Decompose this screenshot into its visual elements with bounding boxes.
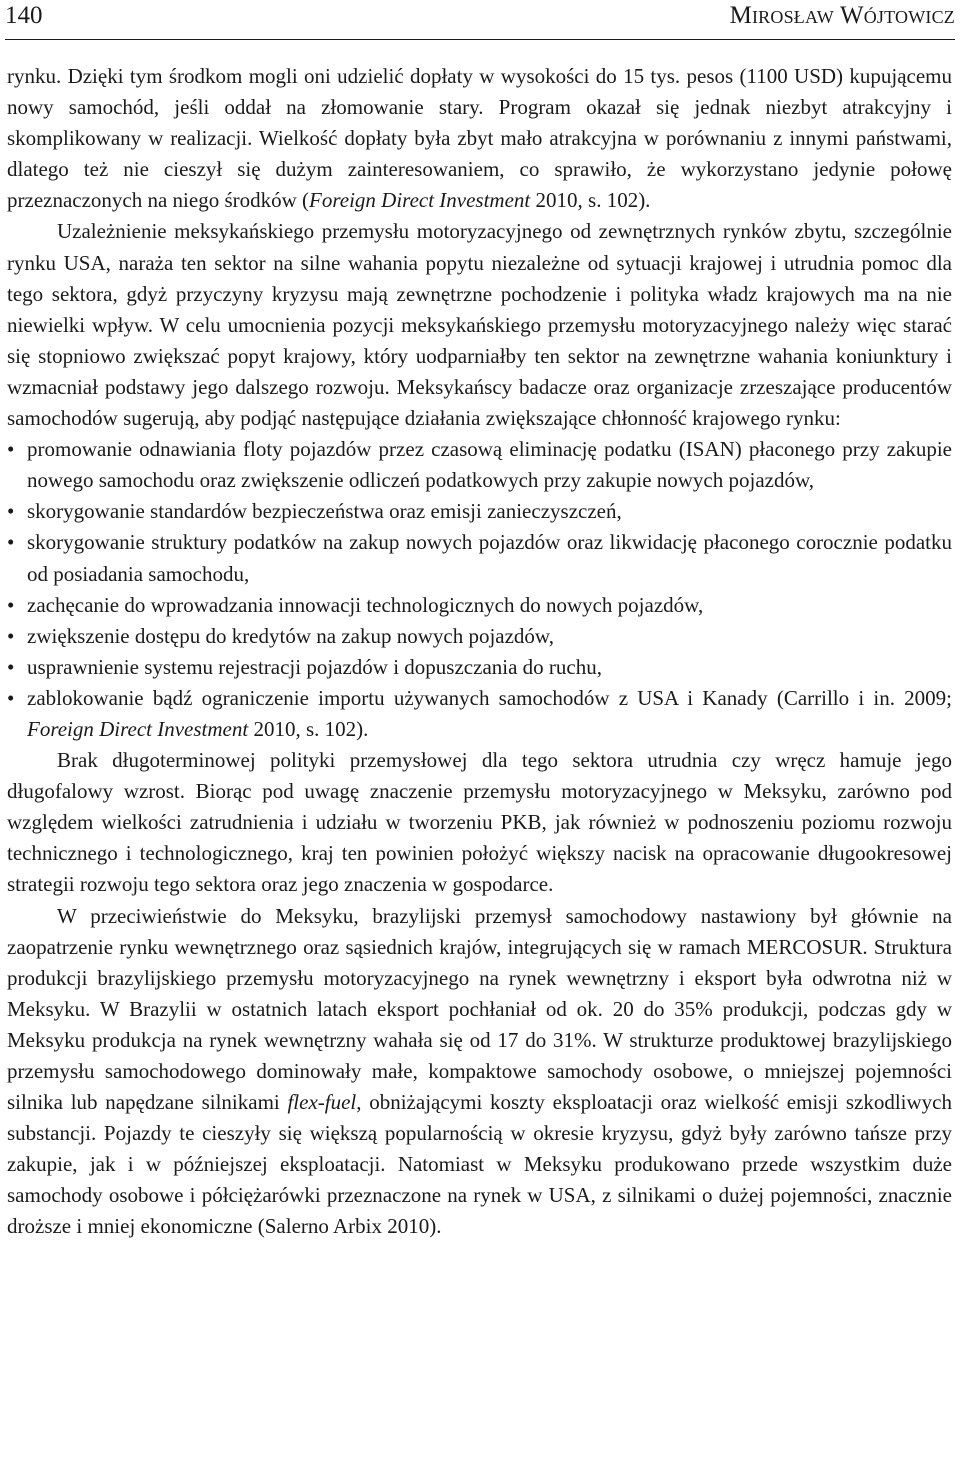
- citation-italic: Foreign Direct Investment: [309, 188, 531, 213]
- bullet-icon: •: [7, 623, 15, 648]
- paragraph-1-text: rynku. Dzięki tym środkom mogli oni udzielić dopłaty w wysokości do 15 tys. pesos (1100 USD) kupującemu nowy samochód, jeśli oddał na złomowanie stary. Program okazał się jednak niezbyt atrakcyjny i skomplikowany w realizacji. Wielkość dopłaty była zbyt mało atrakcyjna w porównaniu z innymi państwami, dlatego też nie cieszył się dużym zainteresowaniem, co sprawiło, że wykorzystano jedynie połowę przeznaczonych na niego środków (: [7, 64, 952, 213]
- list-item: [7, 683, 952, 745]
- list-item-text: zablokowanie bądź ograniczenie importu używanych samochodów z USA i Kanady (Carrillo i in. 2009;: [27, 685, 952, 710]
- paragraph-4-text: W przeciwieństwie do Meksyku, brazylijski przemysł samochodowy nastawiony był głównie na zaopatrzenie rynku wewnętrznego oraz sąsiednich krajów, integrujących się w ramach MERCOSUR. Struktura produkcji brazylijskiego przemysłu motoryzacyjnego na rynek wewnętrzny i eksport była odwrotna niż w Meksyku. W Brazylii w ostatnich latach eksport pochłaniał od ok. 20 do 35% produkcji, podczas gdy w Meksyku produkcja na rynek wewnętrzny wahała się od 17 do 31%. W strukturze produktowej brazylijskiego przemysłu samochodowego dominowały małe, kompaktowe samochody osobowe, o mniejszej pojemności silnika lub napędzane silnikami: [7, 903, 952, 1115]
- running-head-author: Mirosław Wójtowicz: [729, 2, 955, 29]
- paragraph-continued: [7, 61, 952, 216]
- paragraph-dependence: Uzależnienie meksykańskiego przemysłu motoryzacyjnego od zewnętrznych rynków zbytu, szczególnie rynku USA, naraża ten sektor na silne wahania popytu niezależne od sytuacji krajowej i utrudnia pomoc dla tego sektora, gdyż przyczyny kryzysu mają zewnętrzne pochodzenie i polityka władz krajowych ma na nie niewielki wpływ. W celu umocnienia pozycji meksykańskiego przemysłu motoryzacyjnego należy więc starać się stopniowo zwiększać popyt krajowy, który uodparniałby ten sektor na zewnętrzne wahania koniunktury i wzmacniał podstawy jego dalszego rozwoju. Meksykańscy badacze oraz organizacje zrzeszające producentów samochodów sugerują, aby podjąć następujące działania zwiększające chłonność krajowego rynku:: [7, 219, 952, 431]
- list-item-text: usprawnienie systemu rejestracji pojazdów i dopuszczania do ruchu,: [27, 654, 602, 679]
- paragraph-4-text-end: , obniżającymi koszty eksploatacji oraz wielkość emisji szkodliwych substancji. Pojazdy te cieszyły się większą popularnością w okresie kryzysu, gdyż były zarówno tańsze przy zakupie, jak i w późniejszej eksploatacji. Natomiast w Meksyku produkowano przede wszystkim duże samochody osobowe i półciężarówki przeznaczone na rynek w USA, z silnikami o dużej pojemności, znacznie droższe i mniej ekonomiczne (Salerno Arbix 2010).: [7, 1090, 952, 1239]
- paragraph-brazil: [7, 901, 952, 1243]
- bullet-icon: •: [7, 654, 15, 679]
- list-item-text: zwiększenie dostępu do kredytów na zakup nowych pojazdów,: [27, 623, 554, 648]
- bullet-icon: •: [7, 437, 15, 462]
- list-item: [7, 652, 952, 683]
- list-item: [7, 496, 952, 527]
- measures-list: [7, 434, 952, 745]
- paragraph-policy: Brak długoterminowej polityki przemysłowej dla tego sektora utrudnia czy wręcz hamuje jego długofalowy wzrost. Biorąc pod uwagę znaczenie przemysłu motoryzacyjnego w Meksyku, zarówno pod względem wielkości zatrudnienia i udziału w tworzeniu PKB, jak również w podnoszeniu poziomu rozwoju technicznego i technologicznego, kraj ten powinien położyć większy nacisk na opracowanie długookresowej strategii rozwoju tego sektora oraz jego znaczenia w gospodarce.: [7, 748, 952, 897]
- running-header: [5, 0, 955, 40]
- list-item: [7, 527, 952, 589]
- bullet-icon: •: [7, 499, 15, 524]
- bullet-icon: •: [7, 530, 15, 555]
- body-text: [7, 61, 952, 1243]
- list-item-text: skorygowanie struktury podatków na zakup nowych pojazdów oraz likwidację płaconego corocznie podatku od posiadania samochodu,: [27, 530, 952, 586]
- paragraph-1-text-end: 2010, s. 102).: [530, 188, 651, 213]
- term-italic: flex-fuel: [287, 1090, 357, 1115]
- list-item: [7, 434, 952, 496]
- list-item-text: skorygowanie standardów bezpieczeństwa oraz emisji zanieczyszczeń,: [27, 499, 622, 524]
- list-item: [7, 621, 952, 652]
- page-number: 140: [5, 2, 43, 29]
- list-item-text: zachęcanie do wprowadzania innowacji technologicznych do nowych pojazdów,: [27, 592, 704, 617]
- list-item: [7, 590, 952, 621]
- list-item-text: promowanie odnawiania floty pojazdów przez czasową eliminację podatku (ISAN) płaconego przy zakupie nowego samochodu oraz zwiększenie odliczeń podatkowych przy zakupie nowych pojazdów,: [27, 437, 952, 493]
- bullet-icon: •: [7, 592, 15, 617]
- citation-italic: Foreign Direct Investment: [27, 716, 249, 741]
- list-item-text-end: 2010, s. 102).: [248, 716, 369, 741]
- bullet-icon: •: [7, 685, 15, 710]
